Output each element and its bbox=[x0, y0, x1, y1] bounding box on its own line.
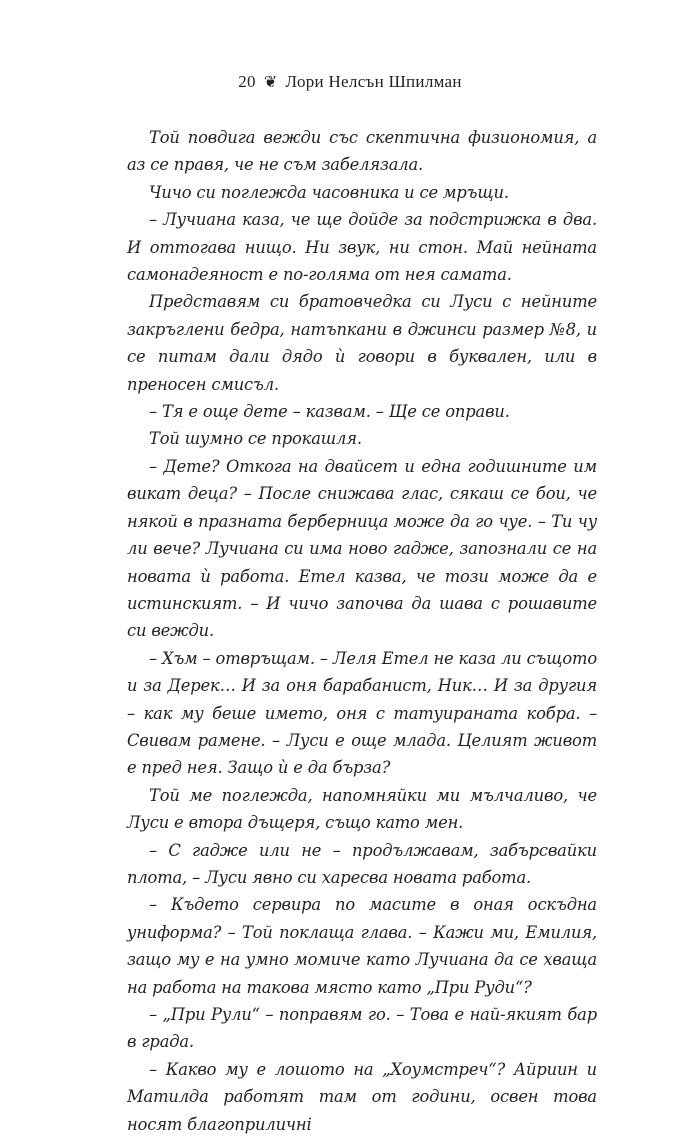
author-name: Лори Нелсън Шпилман bbox=[285, 72, 462, 91]
paragraph: – Хъм – отвръщам. – Леля Етел не каза ли същото и за Дерек… И за оня барабанист, Ник… И за другия – как му беше името, оня с татуираната кобра. – Свивам рамене. – Луси е още млада. Целият живот е пред нея. Защо ѝ е да бърза? bbox=[127, 648, 597, 778]
paragraph: – „При Рули“ – поправям го. – Това е най-якият бар в града. bbox=[127, 1005, 597, 1052]
paragraph: – Дете? Откога на двайсет и една годишните им викат деца? – После снижава глас, сякаш се бои, че някой в празната берберница може да го чуе. – Ти чу ли вече? Лучиана си има ново гадже, запознали се на новата ѝ работа. Етел казва, че този може да е истинският. – И чичо започва да шава с рошавите си вежди. bbox=[127, 456, 597, 641]
paragraph: Представям си братовчедка си Луси с нейните закръглени бедра, натъпкани в джинси размер №8, и се питам дали дядо ѝ говори в буквален, или в преносен смисъл. bbox=[127, 292, 597, 394]
paragraph: Чичо си поглежда часовника и се мръщи. bbox=[149, 182, 509, 202]
paragraph: – Какво му е лошото на „Хоумстреч“? Айриин и Матилда работят там от години, освен това носят благоприличні bbox=[127, 1059, 597, 1134]
page-number: 20 bbox=[238, 72, 256, 91]
running-head bbox=[0, 72, 700, 92]
paragraph: – Където сервира по масите в оная оскъдна униформа? – Той поклаща глава. – Кажи ми, Емилия, защо му е на умно момиче като Лучиана да се хваща на работа на такова място като „При Руди“? bbox=[127, 895, 597, 997]
paragraph: – Тя е още дете – казвам. – Ще се оправи. bbox=[149, 402, 510, 422]
paragraph: Той шумно се прокашля. bbox=[149, 429, 362, 449]
fleuron-ornament-icon: ❦ bbox=[263, 74, 278, 91]
paragraph: – Лучиана каза, че ще дойде за подстрижка в два. И оттогава нищо. Ни звук, ни стон. Май нейната самонадеяност е по-голяма от нея самата. bbox=[127, 210, 597, 285]
body-text bbox=[127, 124, 597, 1138]
paragraph: Той повдига вежди със скептична физиономия, а аз се правя, че не съм забелязала. bbox=[127, 128, 597, 175]
paragraph: Той ме поглежда, напомняйки ми мълчаливо, че Луси е втора дъщеря, също като мен. bbox=[127, 785, 597, 833]
paragraph: – С гадже или не – продължавам, забърсвайки плота, – Луси явно си харесва новата работа. bbox=[127, 840, 597, 887]
